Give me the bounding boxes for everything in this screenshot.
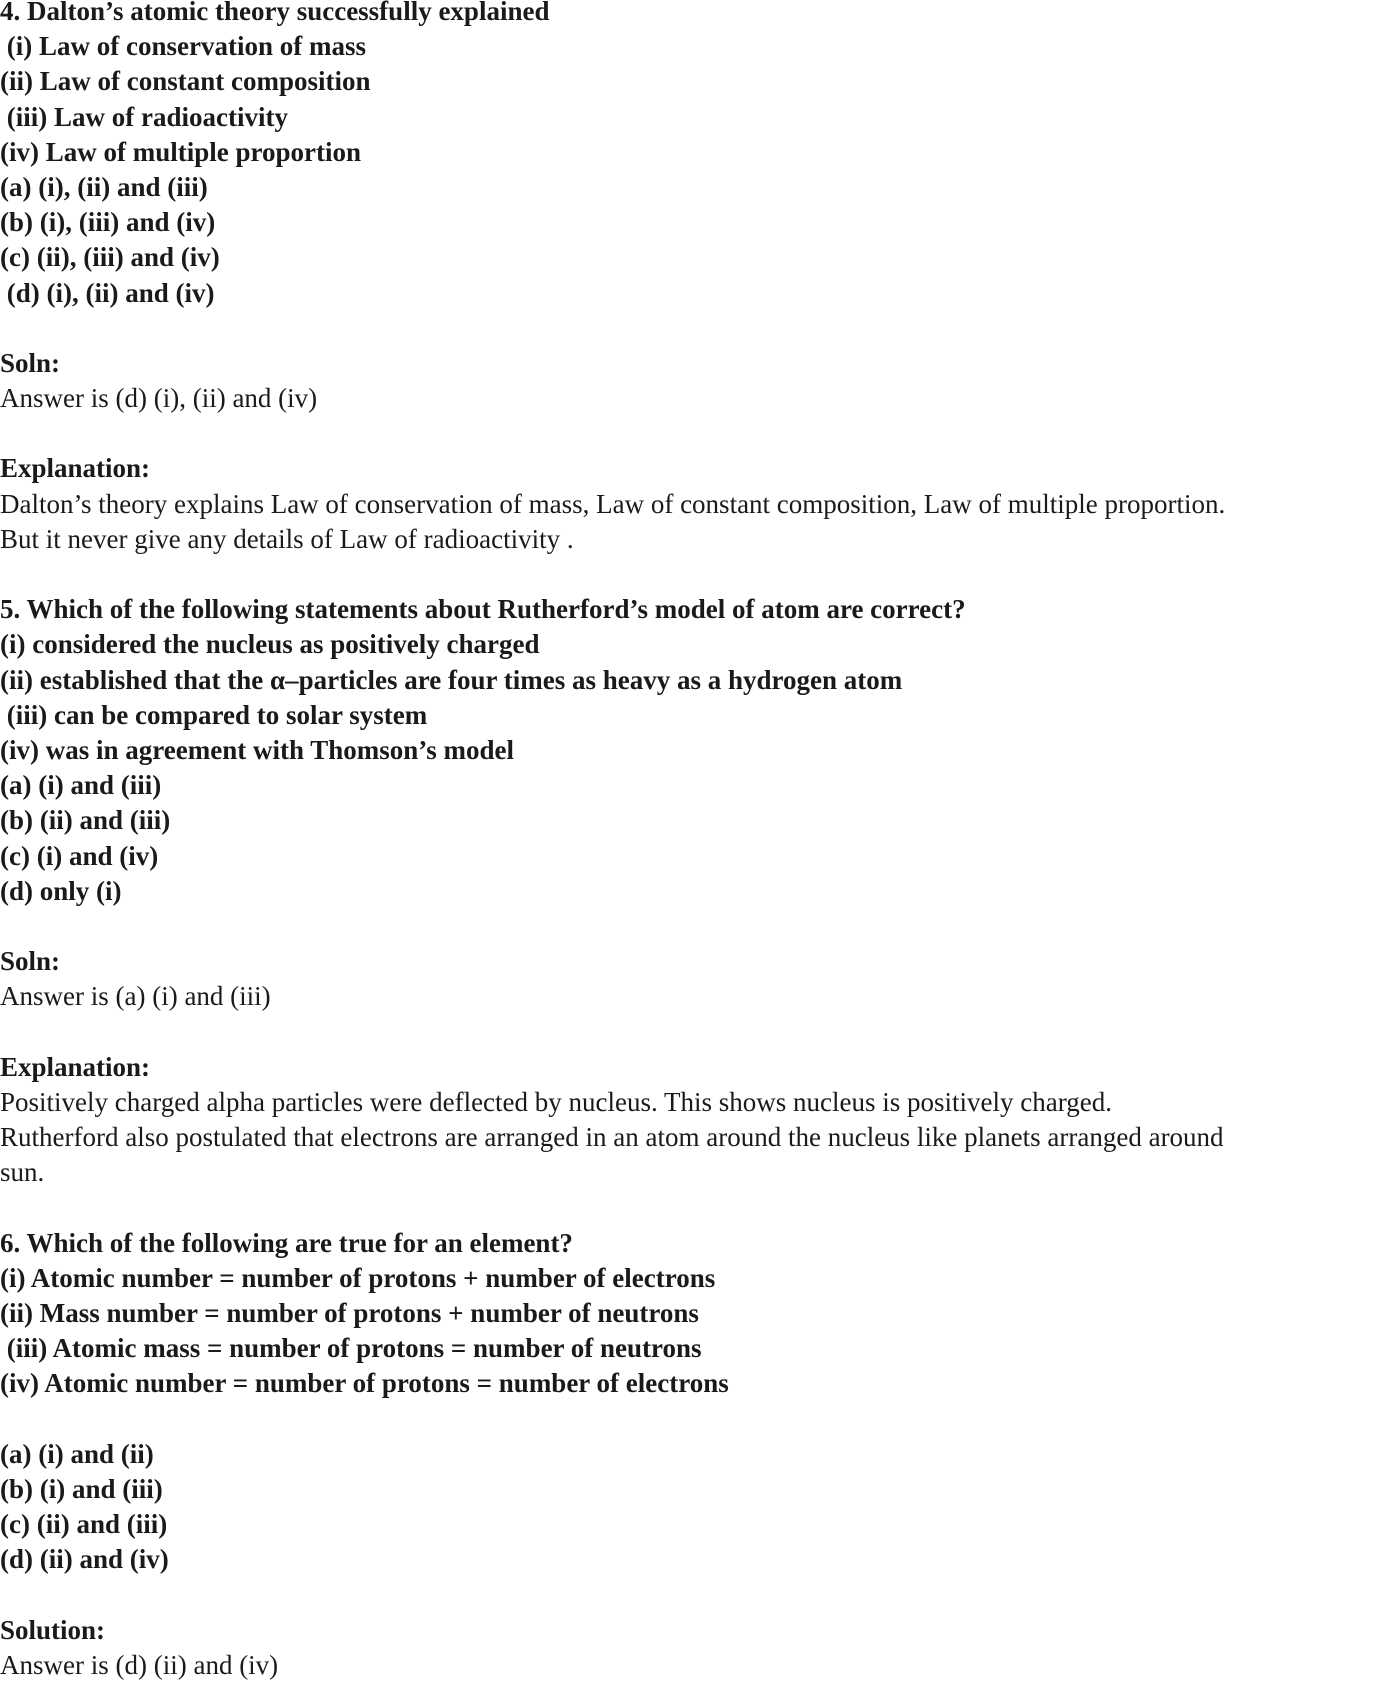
statement: (iii) Law of radioactivity [0, 101, 288, 132]
option: (b) (i), (iii) and (iv) [0, 207, 216, 238]
option: (b) (ii) and (iii) [0, 805, 171, 836]
question-4 [0, 0, 1385, 592]
spacer [0, 557, 1385, 592]
option: (a) (i) and (ii) [0, 1438, 154, 1469]
spacer [0, 909, 1385, 944]
statement: (iii) can be compared to solar system [0, 699, 428, 730]
option: (a) (i) and (iii) [0, 770, 162, 801]
statement: (ii) established that the α–particles are four times as heavy as a hydrogen atom [0, 664, 903, 695]
option: (a) (i), (ii) and (iii) [0, 171, 208, 202]
statement: (ii) Mass number = number of protons + number of neutrons [0, 1297, 699, 1328]
spacer [0, 1190, 1385, 1225]
explanation-text: Rutherford also postulated that electrons are arranged in an atom around the nucleus like planets arranged around [0, 1122, 1224, 1152]
statement: (ii) Law of constant composition [0, 66, 371, 97]
option: (d) (ii) and (iv) [0, 1544, 169, 1575]
spacer [0, 1402, 1385, 1437]
soln-heading: Soln: [0, 347, 61, 378]
statement: (iv) Atomic number = number of protons = number of electrons [0, 1368, 729, 1399]
question-5 [0, 592, 1385, 1225]
explanation-text: Positively charged alpha particles were deflected by nucleus. This shows nucleus is positively charged. [0, 1086, 1112, 1117]
statement: (iv) Law of multiple proportion [0, 136, 362, 167]
option: (b) (i) and (iii) [0, 1473, 163, 1504]
option: (c) (ii), (iii) and (iv) [0, 242, 220, 273]
spacer [0, 1577, 1385, 1612]
statement: (iv) was in agreement with Thomson’s model [0, 734, 515, 765]
spacer [0, 416, 1385, 451]
spacer [0, 1014, 1385, 1049]
option: (c) (ii) and (iii) [0, 1509, 168, 1540]
statement: (i) Atomic number = number of protons + number of electrons [0, 1262, 716, 1293]
statement: (i) considered the nucleus as positively charged [0, 629, 540, 660]
spacer [0, 311, 1385, 346]
question-stem: 5. Which of the following statements about Rutherford’s model of atom are correct? [0, 594, 966, 625]
explanation-heading: Explanation: [0, 1051, 151, 1082]
option: (c) (i) and (iv) [0, 840, 159, 871]
explanation-text: Dalton’s theory explains Law of conservation of mass, Law of constant composition, Law of multiple proportion. [0, 488, 1226, 519]
explanation-text: sun. [0, 1157, 45, 1188]
soln-heading: Solution: [0, 1614, 106, 1645]
question-stem: 6. Which of the following are true for an element? [0, 1227, 573, 1258]
option: (d) only (i) [0, 875, 122, 906]
option: (d) (i), (ii) and (iv) [0, 277, 215, 308]
statement: (i) Law of conservation of mass [0, 31, 366, 62]
answer-text: Answer is (a) (i) and (iii) [0, 981, 271, 1012]
explanation-heading: Explanation: [0, 453, 151, 484]
question-stem: 4. Dalton’s atomic theory successfully explained [0, 0, 550, 26]
soln-heading: Soln: [0, 946, 61, 977]
explanation-text: But it never give any details of Law of radioactivity . [0, 523, 574, 554]
question-6 [0, 1226, 1385, 1683]
answer-text: Answer is (d) (i), (ii) and (iv) [0, 383, 318, 414]
statement: (iii) Atomic mass = number of protons = number of neutrons [0, 1333, 702, 1364]
answer-text: Answer is (d) (ii) and (iv) [0, 1649, 279, 1680]
